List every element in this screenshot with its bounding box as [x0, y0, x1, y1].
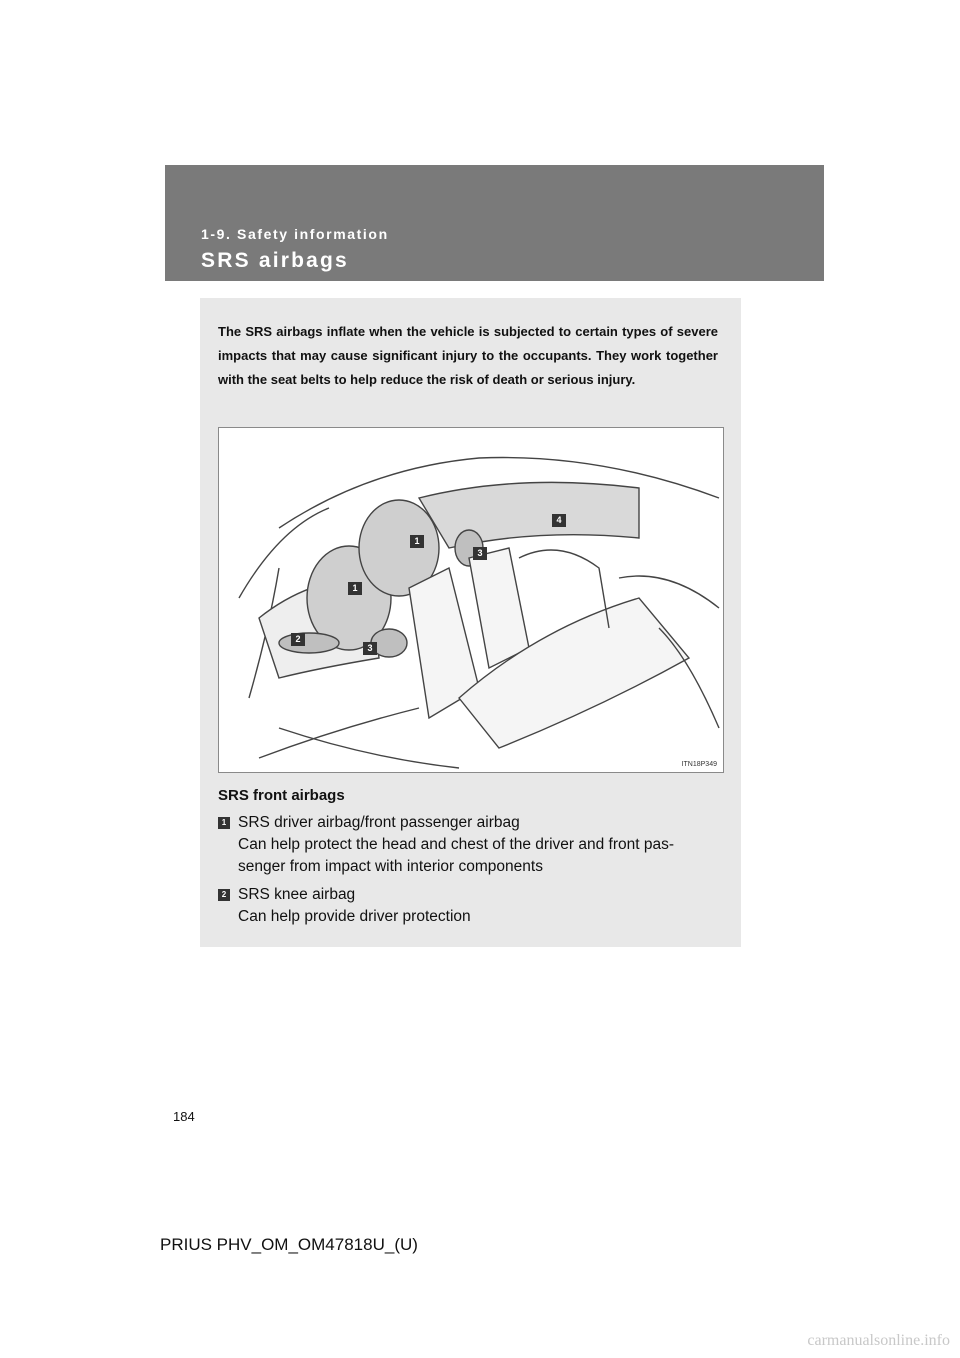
car-interior-drawing: [219, 428, 723, 772]
intro-paragraph: The SRS airbags inflate when the vehicle is subjected to certain types of severe impacts that may cause significant injury to the occupants. They work together with the seat belts to help reduce the risk of death or serious injury.: [218, 324, 718, 387]
page-title: SRS airbags: [201, 249, 349, 272]
section-subheading: SRS front airbags: [218, 787, 345, 804]
callout-4: 4: [552, 514, 566, 527]
airbag-illustration: [218, 427, 724, 773]
item-number-badge: 1: [218, 817, 230, 829]
callout-1-driver: 1: [348, 582, 362, 595]
page-number: 184: [173, 1109, 195, 1124]
item-title: SRS knee airbag: [238, 886, 356, 903]
item-description-line: Can help provide driver protection: [238, 908, 471, 925]
watermark: carmanualsonline.info: [807, 1332, 950, 1349]
item-description-line: Can help protect the head and chest of the driver and front pas-: [238, 836, 674, 853]
content-box: [200, 298, 741, 947]
footer-manual-id: PRIUS PHV_OM_OM47818U_(U): [160, 1235, 418, 1254]
figure-code: ITN18P349: [681, 761, 717, 768]
item-description: [238, 906, 728, 928]
section-label: 1-9. Safety information: [201, 226, 389, 242]
callout-1-passenger: 1: [410, 535, 424, 548]
header-band: [165, 165, 824, 281]
item-title: SRS driver airbag/front passenger airbag: [238, 814, 520, 831]
callout-2: 2: [291, 633, 305, 646]
item-number-badge: 2: [218, 889, 230, 901]
callout-3-front: 3: [363, 642, 377, 655]
item-description: [238, 834, 728, 878]
callout-3-passenger: 3: [473, 547, 487, 560]
item-description-line: senger from impact with interior components: [238, 858, 543, 875]
